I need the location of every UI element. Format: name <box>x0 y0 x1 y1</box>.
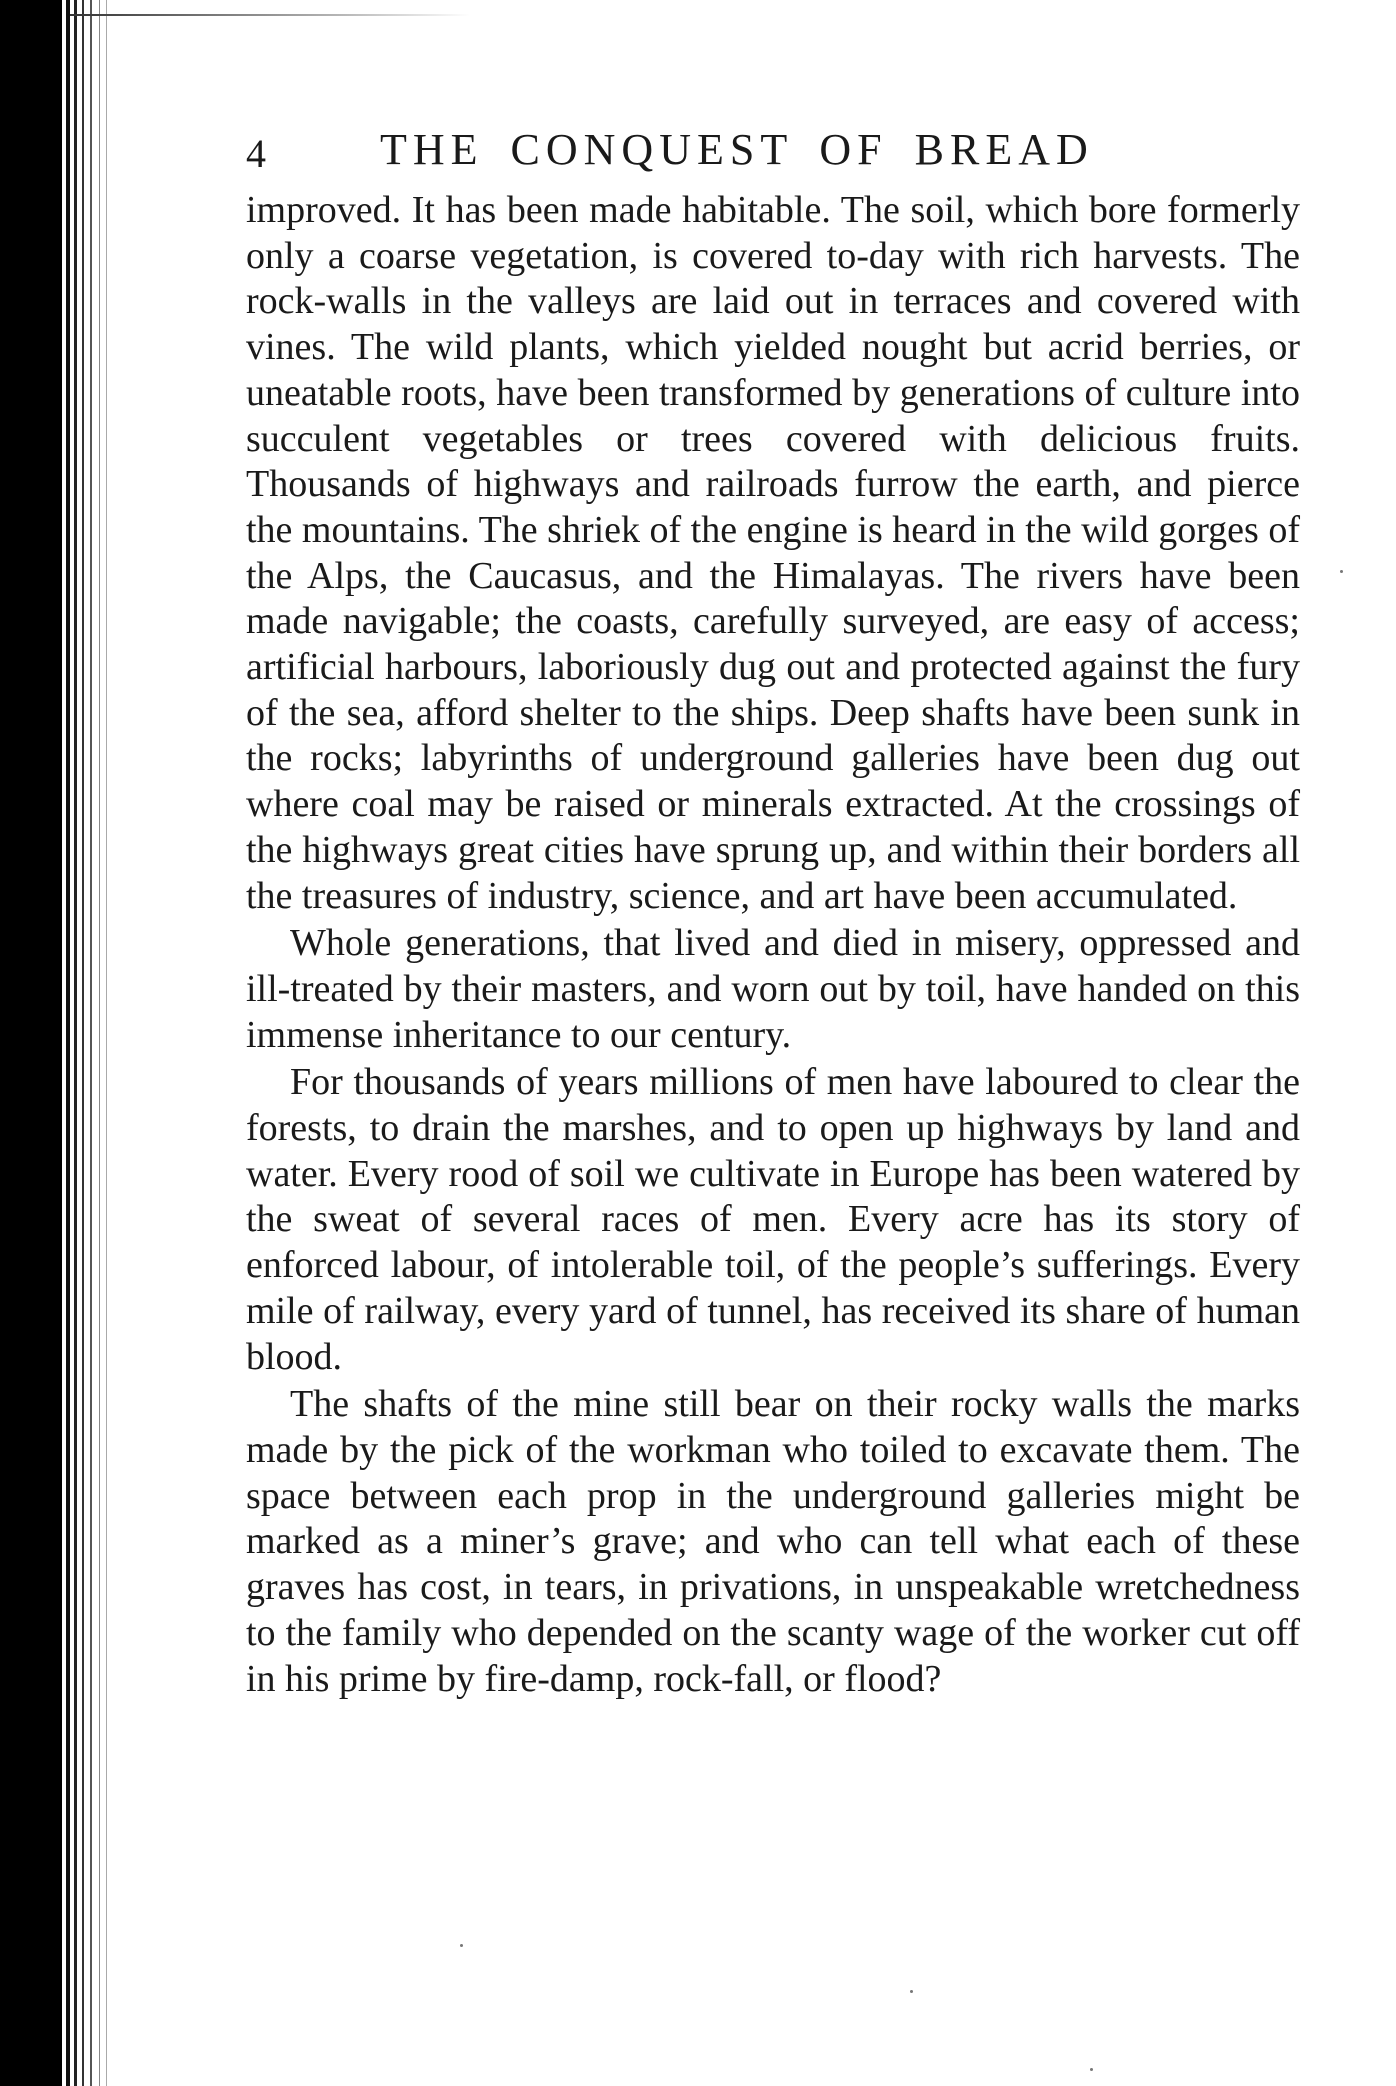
paragraph-3: For thousands of years millions of men have laboured to clear the forests, to drain the marshes, and to open up highways by land and water. Every rood of soil we cultivate in Europe has been watered by the sweat of several races of men. Every acre has its story of enforced labour, of intolerable toil, of the people’s sufferings. Every mile of railway, every yard of tunnel, has received its share of human blood. <box>246 1061 1300 1378</box>
running-head <box>246 124 1296 184</box>
scan-speck <box>1340 570 1343 573</box>
scan-top-edge <box>70 14 470 16</box>
paragraph-1: improved. It has been made habitable. The soil, which bore formerly only a coarse vegetation, is covered to-day with rich harvests. The rock-walls in the valleys are laid out in terraces and covered with vines. The wild plants, which yielded nought but acrid berries, or uneatable roots, have been transformed by generations of culture into succulent vegetables or trees covered with delicious fruits. Thousands of highways and railroads furrow the earth, and pierce the mountains. The shriek of the engine is heard in the wild gorges of the Alps, the Caucasus, and the Himalayas. The rivers have been made navigable; the coasts, carefully surveyed, are easy of access; artificial harbours, laboriously dug out and protected against the fury of the sea, afford shelter to the ships. Deep shafts have been sunk in the rocks; labyrinths of underground galleries have been dug out where coal may be raised or minerals extracted. At the crossings of the highways great cities have sprung up, and within their borders all the treasures of industry, science, and art have been accumulated. <box>246 189 1300 917</box>
scan-speck <box>910 1990 913 1993</box>
book-title-header: THE CONQUEST OF BREAD <box>380 125 1094 174</box>
scan-speck <box>460 1944 463 1947</box>
body-text <box>246 188 1300 1702</box>
scan-speck <box>1090 2068 1093 2071</box>
paragraph-2: Whole generations, that lived and died in misery, oppressed and ill-treated by their masters, and worn out by toil, have handed on this immense inheritance to our century. <box>246 922 1300 1056</box>
paragraph-4: The shafts of the mine still bear on their rocky walls the marks made by the pick of the workman who toiled to excavate them. The space between each prop in the underground galleries might be marked as a miner’s grave; and who can tell what each of these graves has cost, in tears, in privations, in unspeakable wretchedness to the family who depended on the scanty wage of the worker cut off in his prime by fire-damp, rock-fall, or flood? <box>246 1383 1300 1700</box>
book-binding-edge <box>0 0 118 2086</box>
page-number: 4 <box>246 131 266 176</box>
